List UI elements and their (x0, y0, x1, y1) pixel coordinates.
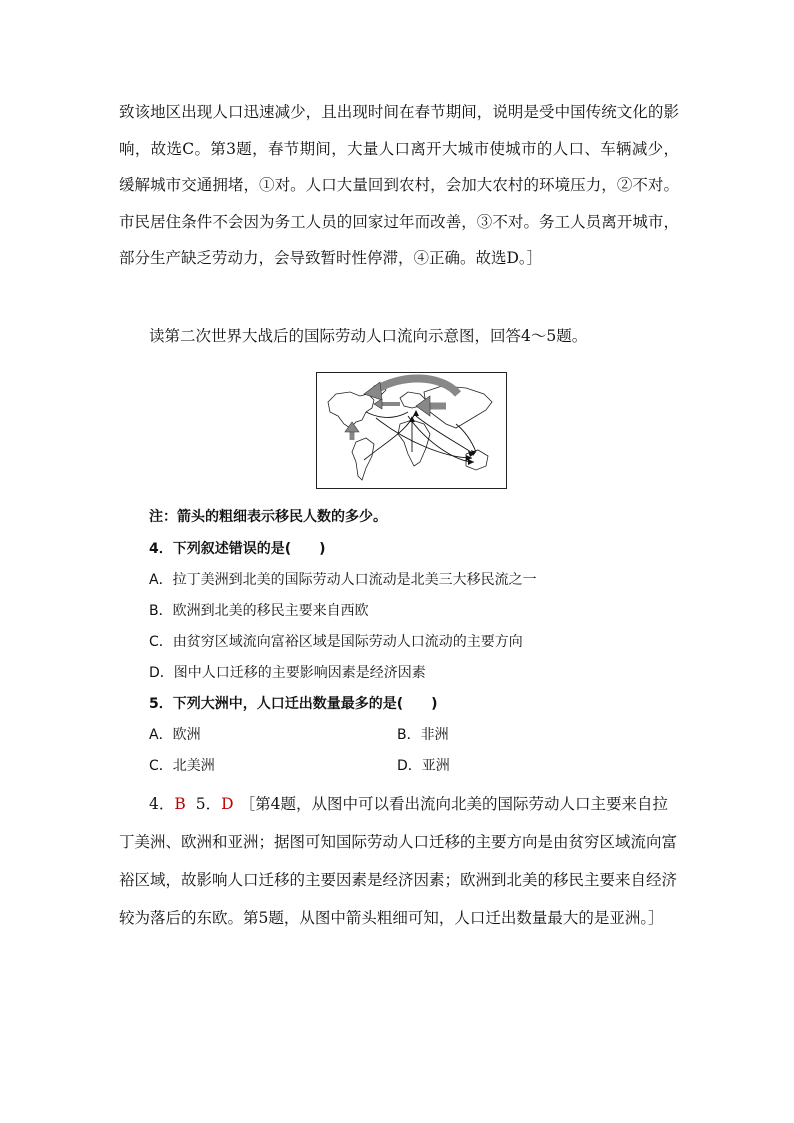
question-4-option-d: D．图中人口迁移的主要影响因素是经济因素 (149, 665, 426, 681)
question-5-option-a: A．欧洲 (149, 727, 201, 743)
world-map-icon (316, 372, 507, 489)
question-5-option-d: D．亚洲 (397, 758, 450, 774)
figure-note: 注：箭头的粗细表示移民人数的多少。 (149, 509, 387, 525)
question-5-option-c: C．北美洲 (149, 758, 215, 774)
answer-5-number: 5． (195, 795, 222, 813)
answer-explanation-text: ［第4题，从图中可以看出流向北美的国际劳动人口主要来自拉丁美洲、欧洲和亚洲；据图可知国际劳动人口迁移的主要方向是由贫穷区域流向富裕区域，故影响人口迁移的主要因素是经济因素；欧洲到北美的移民主要来自经济较为落后的东欧。第5题，从图中箭头粗细可知，人口迁出数量最大的是亚洲。］ (119, 795, 678, 927)
answer-explanation (119, 785, 679, 937)
answer-5-letter: D (221, 795, 234, 813)
question-4-option-a: A．拉丁美洲到北美的国际劳动人口流动是北美三大移民流之一 (149, 572, 537, 588)
answer-4-number: 4． (149, 795, 175, 813)
question-5-option-b: B．非洲 (397, 727, 449, 743)
answer-4-letter: B (174, 795, 186, 813)
question-4-stem: 4．下列叙述错误的是( ) (149, 541, 326, 557)
question-lead: 读第二次世界大战后的国际劳动人口流向示意图，回答4～5题。 (149, 327, 588, 345)
question-4-option-b: B．欧洲到北美的移民主要来自西欧 (149, 603, 369, 619)
question-4-option-c: C．由贫穷区域流向富裕区域是国际劳动人口流动的主要方向 (149, 634, 523, 650)
intro-paragraph: 致该地区出现人口迅速减少，且出现时间在春节期间，说明是受中国传统文化的影响，故选C。第3题，春节期间，大量人口离开大城市使城市的人口、车辆减少，缓解城市交通拥堵，①对。人口大量回到农村，会加大农村的环境压力，②不对。市民居住条件不会因为务工人员的回家过年而改善，③不对。务工人员离开城市，部分生产缺乏劳动力，会导致暂时性停滞，④正确。故选D。］ (119, 103, 679, 267)
question-5-stem: 5．下列大洲中，人口迁出数量最多的是( ) (149, 696, 438, 712)
world-migration-map (316, 372, 507, 489)
